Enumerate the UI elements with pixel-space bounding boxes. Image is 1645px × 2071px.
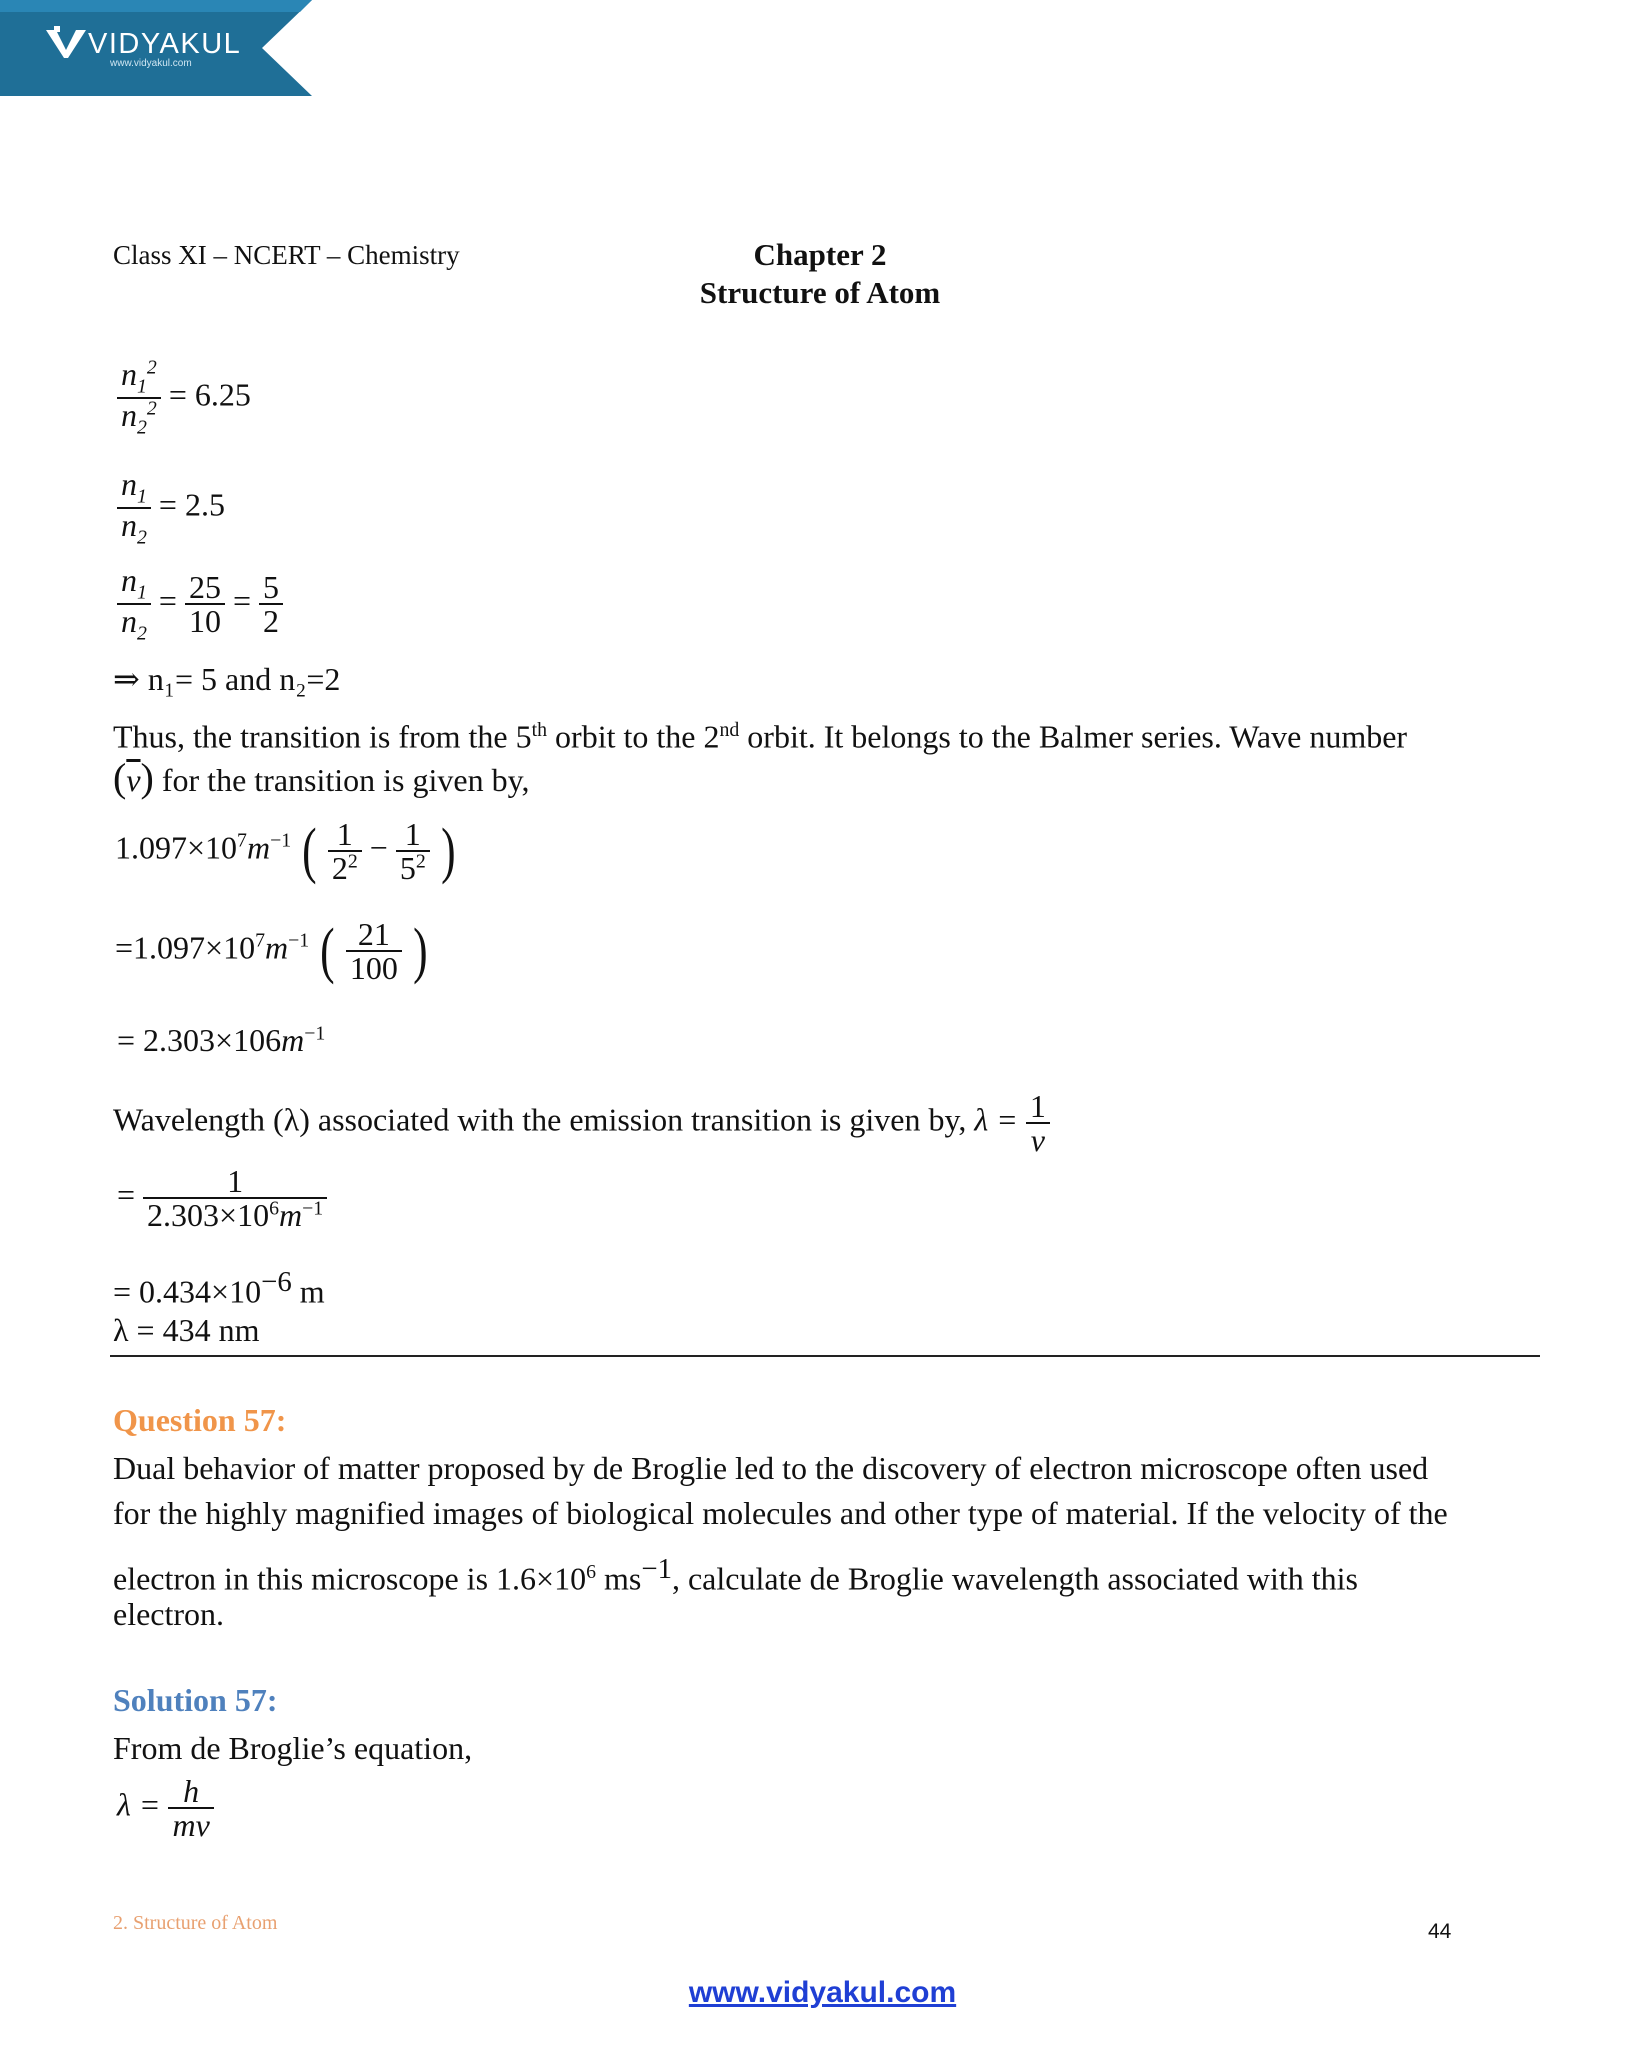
footer-link[interactable]: www.vidyakul.com — [688, 1976, 957, 2009]
section-divider — [110, 1355, 1540, 1357]
de-broglie-equation: λ = $\frac{h}{mv}$ — [117, 1775, 214, 1841]
equation-ratio-fraction: $\frac{n_1}{n_2}$ = $\frac{25}{10}$ = $\frac{5}{2}$ — [117, 564, 283, 644]
fraction-1-over-2303: $\frac{1}{2.303\times 10^6m^{-1}}$ — [143, 1165, 327, 1231]
transition-sentence: Thus, the transition is from the 5th orbit to the 2nd orbit. It belongs to the Balmer series. Wave number — [113, 718, 1408, 755]
fraction-h-over-mv: $\frac{h}{mv}$ — [168, 1775, 213, 1841]
solution-line-1: From de Broglie’s equation, — [113, 1730, 473, 1766]
vidyakul-v-icon — [46, 26, 86, 60]
chapter-number: Chapter 2 — [753, 237, 887, 272]
wavelength-meters: = $0.434\times 10^{-6}$ m — [113, 1266, 325, 1310]
rydberg-simplified: $=1.097\times 10^7m^{-1}$ ( $\frac{21}{100}$ ) — [115, 916, 428, 986]
question-line-4: electron. — [113, 1596, 225, 1632]
rydberg-expression: $1.097\times 10^7m^{-1}$ ( $\frac{1}{2^2}$ − $\frac{1}{5^2}$ ) — [115, 816, 456, 886]
logo-url: www.vidyakul.com — [110, 58, 192, 69]
fraction-n: $\frac{n_1}{n_2}$ — [117, 468, 151, 548]
page-number: 44 — [1428, 1920, 1452, 1943]
fraction-n-2: $\frac{n_1}{n_2}$ — [117, 564, 151, 644]
equation-ratio-squared — [117, 358, 251, 438]
chapter-title — [620, 236, 1020, 312]
solution-heading: Solution 57: — [113, 1682, 278, 1718]
fraction-1-over-5sq: $\frac{1}{5^2}$ — [396, 818, 430, 884]
wave-number-result: = $2.303\times 106m^{-1}$ — [117, 1022, 326, 1058]
fraction-5-2: $\frac{5}{2}$ — [259, 571, 283, 637]
n-values-result: ⇒ n₁= 5 and n₂=2 — [113, 661, 341, 697]
wavelength-sentence: Wavelength (λ) associated with the emission transition is given by, λ = $\frac{1}{v}$ — [113, 1090, 1050, 1156]
ratio-value: = 2.5 — [158, 486, 225, 523]
question-line-2: for the highly magnified images of biological molecules and other type of material. If the velocity of the — [113, 1495, 1448, 1531]
fraction-25-10: $\frac{25}{10}$ — [185, 571, 225, 637]
logo-brand: VIDYAKUL — [88, 28, 242, 60]
question-heading: Question 57: — [113, 1402, 287, 1438]
footer-chapter: 2. Structure of Atom — [113, 1912, 278, 1934]
fraction-1-over-2sq: $\frac{1}{2^2}$ — [328, 818, 362, 884]
fraction-n-squared: $\frac{n_1^2}{n_2^2}$ — [117, 358, 161, 438]
ratio-squared-value: = 6.25 — [168, 376, 251, 413]
wavelength-nm: λ = 434 nm — [113, 1312, 260, 1348]
wavelength-fraction: = $\frac{1}{2.303\times 10^6m^{-1}}$ — [117, 1165, 327, 1231]
wave-number-sentence: $(\overline{v})$ for the transition is given by, — [113, 755, 530, 800]
class-line: Class XI – NCERT – Chemistry — [113, 240, 460, 270]
fraction-21-100: $\frac{21}{100}$ — [346, 918, 402, 984]
question-line-1: Dual behavior of matter proposed by de Broglie led to the discovery of electron microscope often used — [113, 1450, 1429, 1486]
question-line-3: electron in this microscope is $1.6\times 10^6$ $ms^{-1}$, calculate de Broglie wavelength associated with this — [113, 1553, 1358, 1597]
equation-ratio — [117, 468, 225, 548]
fraction-1-over-vbar: $\frac{1}{v}$ — [1026, 1090, 1050, 1156]
chapter-subtitle: Structure of Atom — [699, 275, 941, 310]
